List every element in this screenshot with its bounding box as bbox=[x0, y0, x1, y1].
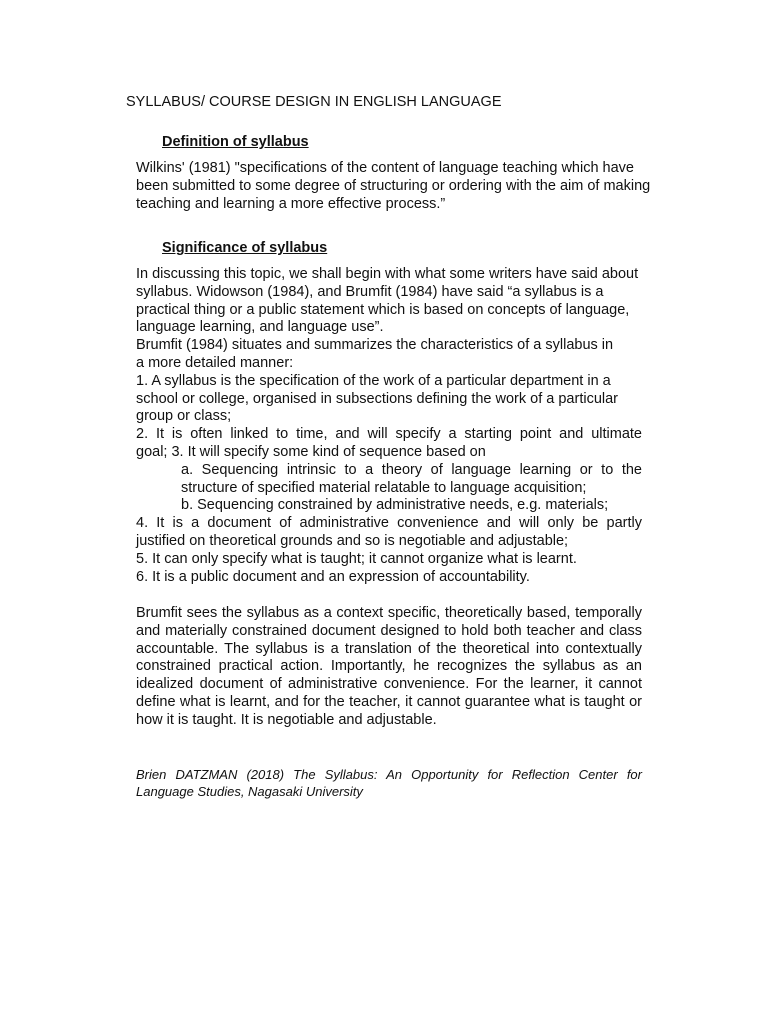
citation: Brien DATZMAN (2018) The Syllabus: An Opportunity for Reflection Center for Language Studies, Nagasaki University bbox=[136, 767, 642, 799]
text-line: language learning, and language use”. bbox=[136, 319, 384, 336]
document-title: SYLLABUS/ COURSE DESIGN IN ENGLISH LANGUAGE bbox=[126, 94, 502, 110]
text-line: practical thing or a public statement which is based on concepts of language, bbox=[136, 301, 630, 318]
sub-list-item: b. Sequencing constrained by administrative needs, e.g. materials; bbox=[181, 497, 609, 514]
sub-list-item: a. Sequencing intrinsic to a theory of language learning or to the bbox=[181, 461, 642, 478]
list-item: 2. It is often linked to time, and will specify a starting point and ultimate bbox=[136, 426, 642, 443]
list-item: goal; 3. It will specify some kind of sequence based on bbox=[136, 443, 486, 460]
text-line: Wilkins' (1981) "specifications of the content of language teaching which have bbox=[136, 160, 634, 176]
list-item: group or class; bbox=[136, 408, 232, 425]
significance-text bbox=[136, 266, 642, 586]
definition-heading: Definition of syllabus bbox=[162, 134, 309, 150]
definition-text bbox=[136, 160, 676, 213]
significance-heading: Significance of syllabus bbox=[162, 240, 328, 256]
sub-list-item: structure of specified material relatable to language acquisition; bbox=[181, 479, 587, 496]
text-line: syllabus. Widowson (1984), and Brumfit (1984) have said “a syllabus is a bbox=[136, 283, 604, 300]
text-line: Brumfit (1984) situates and summarizes the characteristics of a syllabus in bbox=[136, 337, 614, 354]
list-item: justified on theoretical grounds and so is negotiable and adjustable; bbox=[136, 532, 569, 549]
text-line: In discussing this topic, we shall begin with what some writers have said about bbox=[136, 266, 639, 282]
list-item: 6. It is a public document and an expression of accountability. bbox=[136, 568, 530, 585]
list-item: school or college, organised in subsections defining the work of a particular bbox=[136, 390, 618, 407]
list-item: 1. A syllabus is the specification of the work of a particular department in a bbox=[136, 372, 611, 389]
list-item: 5. It can only specify what is taught; it cannot organize what is learnt. bbox=[136, 550, 577, 567]
text-line: teaching and learning a more effective process.” bbox=[136, 195, 446, 212]
text-line: a more detailed manner: bbox=[136, 354, 294, 371]
text-line: been submitted to some degree of structuring or ordering with the aim of making bbox=[136, 177, 651, 194]
list-item: 4. It is a document of administrative convenience and will only be partly bbox=[136, 515, 642, 532]
brumfit-paragraph: Brumfit sees the syllabus as a context specific, theoretically based, temporally and materially constrained document designed to hold both teacher and class accountable. The syllabus is a translation of the theoretical into contextually constrained practical action. Importantly, he recognizes the syllabus as an idealized document of administrative convenience. For the learner, it cannot define what is learnt, and for the teacher, it cannot guarantee what is taught or how it is taught. It is negotiable and adjustable. bbox=[136, 605, 642, 728]
